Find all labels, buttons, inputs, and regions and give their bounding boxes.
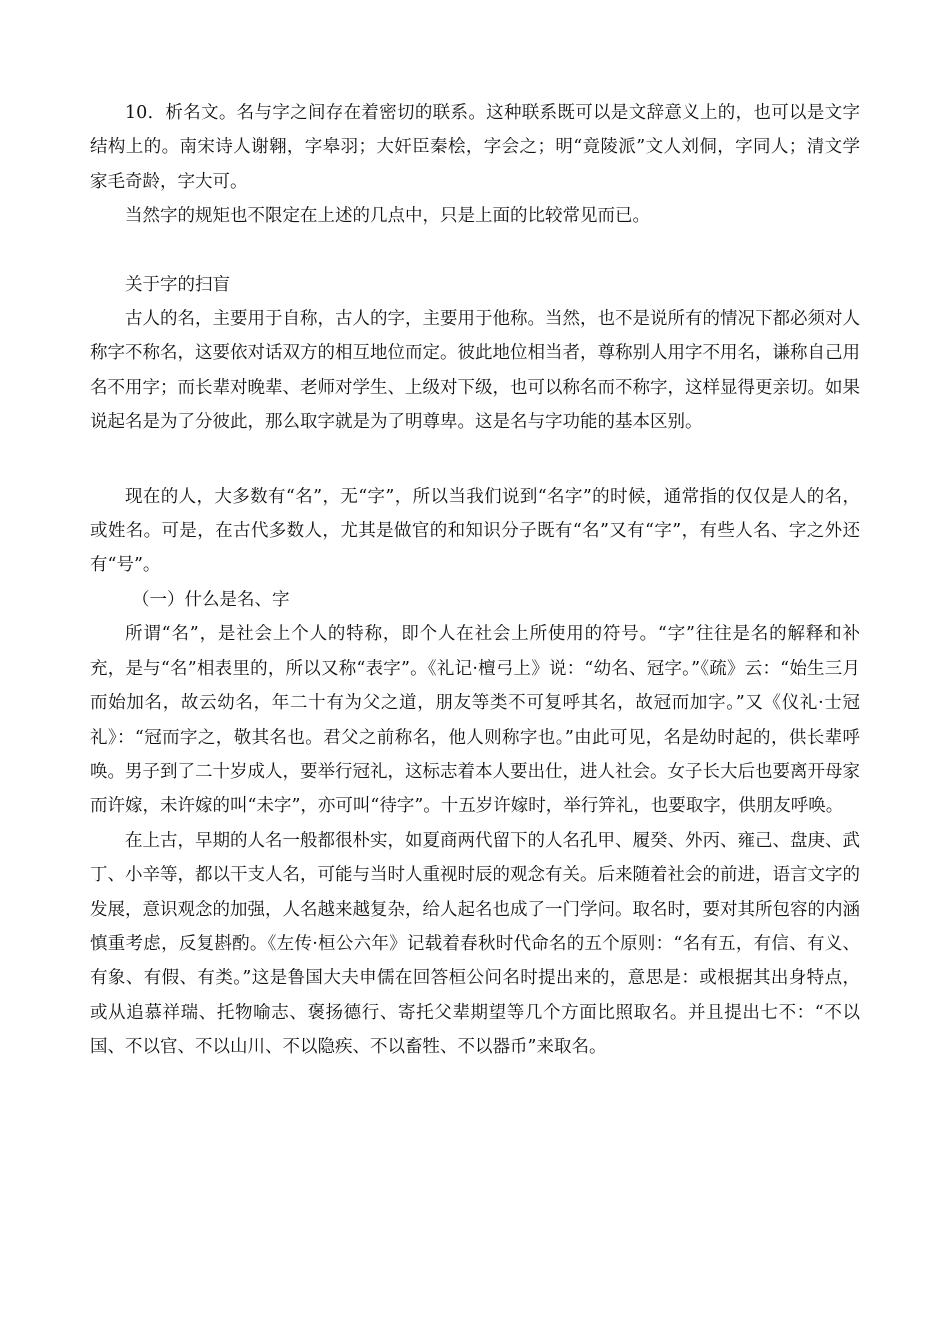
spacer [90,234,860,268]
paragraph-name-vs-style-function: 古人的名，主要用于自称，古人的字，主要用于他称。当然，也不是说所有的情况下都必须对人称字不称名，这要依对话双方的相互地位而定。彼此地位相当者，尊称别人用字不用名，谦称自己用名不用字；而长辈对晚辈、老师对学生、上级对下级，也可以称名而不称字，这样显得更亲切。如果说起名是为了分彼此，那么取字就是为了明尊卑。这是名与字功能的基本区别。 [90,309,860,433]
document-page [90,96,860,1065]
paragraph-definition: 所谓“名”，是社会上个人的特称，即个人在社会上所使用的符号。“字”往往是名的解释和补充，是与“名”相表里的，所以又称“表字”。《礼记·檀弓上》说：“幼名、冠字。”《疏》云：“始生三月而始加名，故云幼名，年二十有为父之道，朋友等类不可复呼其名，故冠而加字。”又《仪礼·士冠礼》：“冠而字之，敬其名也。君父之前称名，他人则称字也。”由此可见，名是幼时起的，供长辈呼唤。男子到了二十岁成人，要举行冠礼，这标志着本人要出仕，进人社会。女子长大后也要离开母家而许嫁，未许嫁的叫“未字”，亦可叫“待字”。十五岁许嫁时，举行笄礼，也要取字，供朋友呼唤。 [90,624,860,817]
paragraph-modern-names: 现在的人，大多数有“名”，无“字”，所以当我们说到“名字”的时候，通常指的仅仅是人的名，或姓名。可是，在古代多数人，尤其是做官的和知识分子既有“名”又有“字”，有些人名、字之外还有“号”。 [90,486,860,576]
section-heading-saomang: 关于字的扫盲 [125,274,230,295]
paragraph-item-10: 10．析名文。名与字之间存在着密切的联系。这种联系既可以是文辞意义上的，也可以是文字结构上的。南宋诗人谢翱，字皋羽；大奸臣秦桧，字会之；明“竟陵派”文人刘侗，字同人；清文学家毛奇龄，字大可。 [90,103,860,192]
spacer [90,440,860,480]
paragraph-ancient-naming: 在上古，早期的人名一般都很朴实，如夏商两代留下的人名孔甲、履癸、外丙、雍己、盘庚、武丁、小辛等，都以干支人名，可能与当时人重视时辰的观念有关。后来随着社会的前进，语言文字的发展，意识观念的加强，人名越来越复杂，给人起名也成了一门学问。取名时，要对其所包容的内涵慎重考虑，反复斟酌。《左传·桓公六年》记载着春秋时代命名的五个原则：“名有五，有信、有义、有象、有假、有类。”这是鲁国大夫申儒在回答桓公问名时提出来的，意思是：或根据其出身特点，或从追慕祥瑞、托物喻志、褒扬德行、寄托父辈期望等几个方面比照取名。并且提出七不：“不以国、不以官、不以山川、不以隐疾、不以畜牲、不以器币”来取名。 [90,830,860,1058]
paragraph-rules-note: 当然字的规矩也不限定在上述的几点中，只是上面的比较常见而已。 [125,206,650,227]
subheading-what-is-name: （一）什么是名、字 [132,589,290,610]
